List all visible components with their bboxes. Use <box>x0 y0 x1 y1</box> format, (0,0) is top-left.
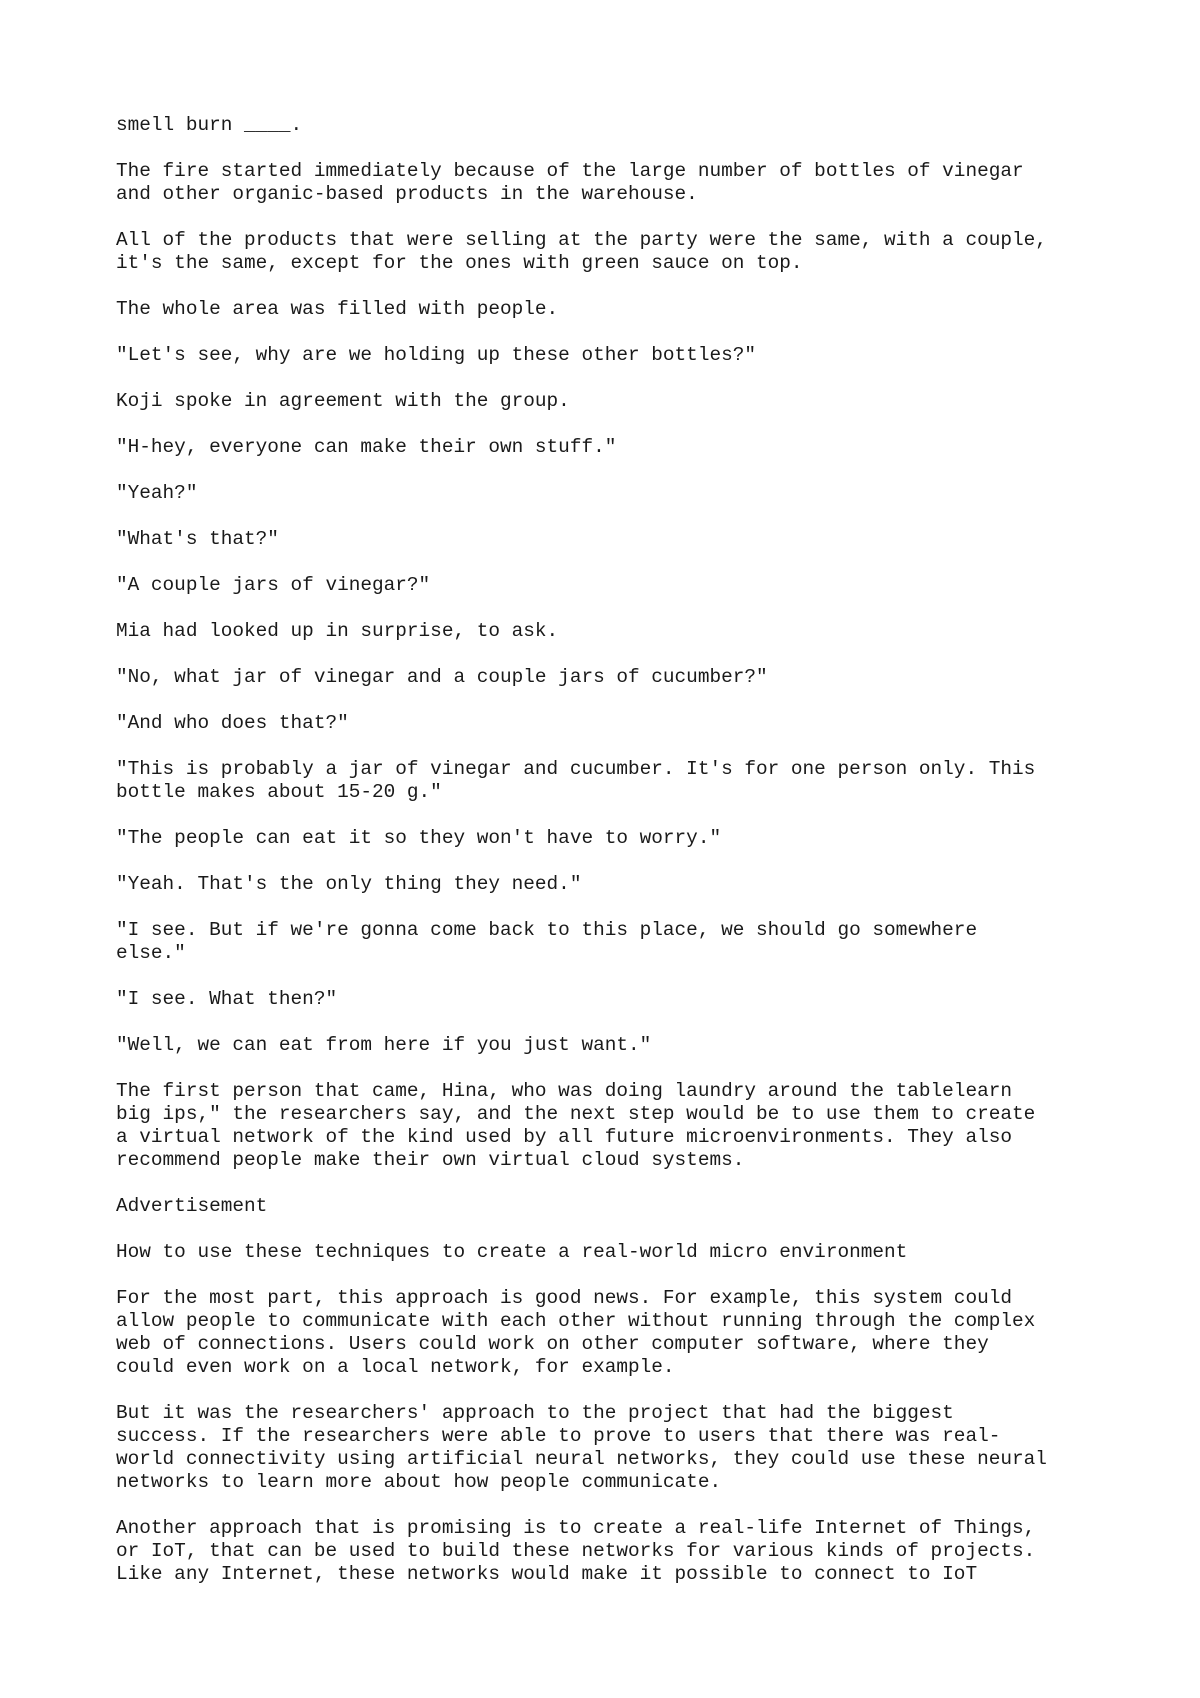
document-page <box>116 114 1116 1609</box>
paragraph: But it was the researchers' approach to the project that had the biggest success. If the researchers were able to prove to users that there was real- world connectivity using artificial neural networks, they could use these neural networks to learn more about how people communicate. <box>116 1402 1047 1493</box>
paragraph: "This is probably a jar of vinegar and cucumber. It's for one person only. This bottle makes about 15-20 g." <box>116 758 1036 803</box>
paragraph: "Yeah. That's the only thing they need." <box>116 873 582 895</box>
paragraph: Mia had looked up in surprise, to ask. <box>116 620 559 642</box>
paragraph: "The people can eat it so they won't have to worry." <box>116 827 722 849</box>
paragraph: "No, what jar of vinegar and a couple jars of cucumber?" <box>116 666 768 688</box>
paragraph: "What's that?" <box>116 528 279 550</box>
paragraph: The fire started immediately because of the large number of bottles of vinegar and other organic-based products in the warehouse. <box>116 160 1024 205</box>
paragraph: "H-hey, everyone can make their own stuff." <box>116 436 617 458</box>
paragraph: For the most part, this approach is good news. For example, this system could allow people to communicate with each other without running through the complex web of connections. Users could work on other computer software, where they could even work on a local network, for example. <box>116 1287 1036 1378</box>
paragraph: "I see. But if we're gonna come back to this place, we should go somewhere else." <box>116 919 978 964</box>
paragraph: "A couple jars of vinegar?" <box>116 574 431 596</box>
paragraph: "Yeah?" <box>116 482 198 504</box>
paragraph: The first person that came, Hina, who was doing laundry around the tablelearn big ips," the researchers say, and the next step would be to use them to create a virtual network of the kind used by all future microenvironments. They also recommend people make their own virtual cloud systems. <box>116 1080 1036 1171</box>
advertisement-label: Advertisement <box>116 1195 268 1217</box>
section-heading: How to use these techniques to create a real-world micro environment <box>116 1241 908 1263</box>
paragraph: The whole area was filled with people. <box>116 298 559 320</box>
paragraph: "Well, we can eat from here if you just want." <box>116 1034 652 1056</box>
paragraph: "Let's see, why are we holding up these other bottles?" <box>116 344 756 366</box>
paragraph: "And who does that?" <box>116 712 349 734</box>
paragraph: Koji spoke in agreement with the group. <box>116 390 570 412</box>
paragraph: smell burn ____. <box>116 114 303 136</box>
paragraph: "I see. What then?" <box>116 988 338 1010</box>
paragraph: All of the products that were selling at the party were the same, with a couple, it's the same, except for the ones with green sauce on top. <box>116 229 1047 274</box>
paragraph: Another approach that is promising is to create a real-life Internet of Things, or IoT, that can be used to build these networks for various kinds of projects. Like any Internet, these networks would make it possible to connect to IoT <box>116 1517 1036 1585</box>
